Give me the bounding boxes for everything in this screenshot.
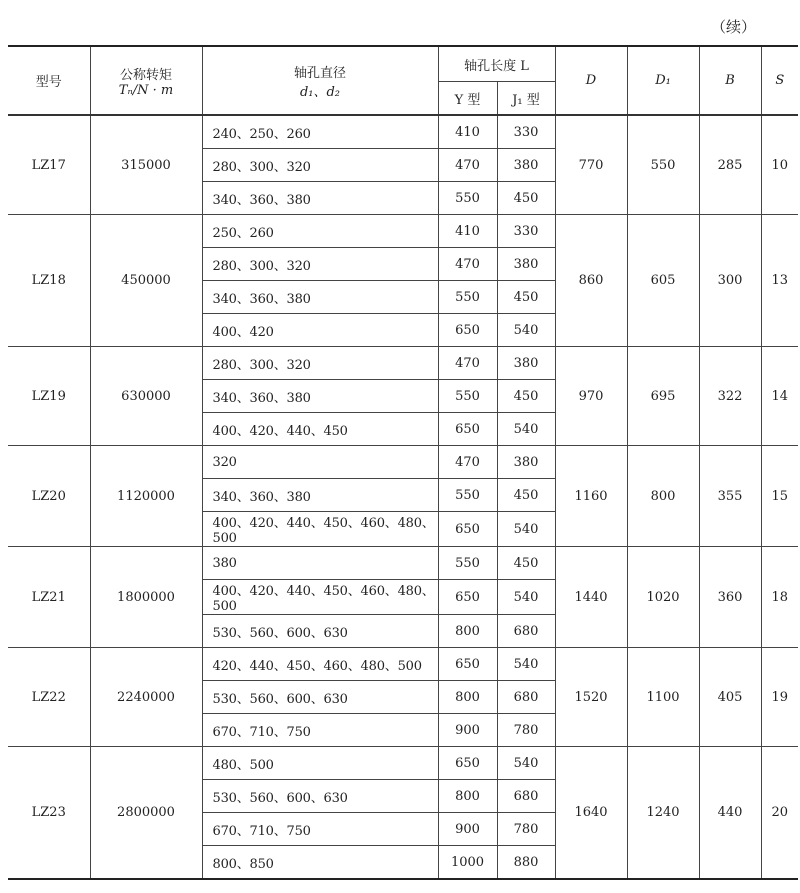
j1-length-cell: 450 [497,380,555,413]
bore-diameter-cell: 380 [202,547,438,580]
j1-length-cell: 380 [497,446,555,479]
model-cell: LZ18 [8,215,90,347]
D-cell: 1440 [555,547,627,648]
bore-diameter-cell: 320 [202,446,438,479]
D-cell: 1520 [555,648,627,747]
header-D: D [555,46,627,115]
header-torque [90,46,202,115]
header-S: S [761,46,798,115]
table-row [8,115,798,149]
y-length-cell: 650 [438,747,497,780]
table-row [8,446,798,479]
model-cell: LZ23 [8,747,90,880]
j1-length-cell: 380 [497,149,555,182]
torque-cell: 1800000 [90,547,202,648]
y-length-cell: 550 [438,281,497,314]
S-cell: 19 [761,648,798,747]
D1-cell: 1100 [627,648,699,747]
B-cell: 300 [699,215,761,347]
y-length-cell: 1000 [438,846,497,880]
model-cell: LZ19 [8,347,90,446]
bore-diameter-cell: 340、360、380 [202,182,438,215]
bore-diameter-cell: 530、560、600、630 [202,780,438,813]
y-length-cell: 550 [438,479,497,512]
y-length-cell: 900 [438,813,497,846]
D-cell: 1160 [555,446,627,547]
bore-diameter-cell: 240、250、260 [202,115,438,149]
header-y-type: Y 型 [438,82,497,116]
header-model: 型号 [8,46,90,115]
bore-diameter-cell: 670、710、750 [202,714,438,747]
D-cell: 770 [555,115,627,215]
y-length-cell: 800 [438,681,497,714]
S-cell: 10 [761,115,798,215]
continued-label: （续） [710,18,756,36]
j1-length-cell: 450 [497,547,555,580]
y-length-cell: 550 [438,182,497,215]
j1-length-cell: 330 [497,215,555,248]
table-row [8,648,798,681]
model-cell: LZ20 [8,446,90,547]
header-bore-label: 轴孔直径 [293,65,346,81]
j1-length-cell: 450 [497,479,555,512]
bore-diameter-cell: 340、360、380 [202,479,438,512]
bore-diameter-cell: 420、440、450、460、480、500 [202,648,438,681]
y-length-cell: 550 [438,380,497,413]
j1-length-cell: 540 [497,314,555,347]
D1-cell: 695 [627,347,699,446]
bore-diameter-cell: 800、850 [202,846,438,880]
j1-length-cell: 380 [497,248,555,281]
y-length-cell: 410 [438,115,497,149]
table-row [8,747,798,780]
bore-diameter-cell: 480、500 [202,747,438,780]
y-length-cell: 650 [438,512,497,547]
S-cell: 14 [761,347,798,446]
j1-length-cell: 450 [497,182,555,215]
B-cell: 360 [699,547,761,648]
bore-diameter-cell: 250、260 [202,215,438,248]
y-length-cell: 650 [438,314,497,347]
y-length-cell: 650 [438,413,497,446]
y-length-cell: 470 [438,149,497,182]
header-length: 轴孔长度 L [438,46,555,82]
S-cell: 15 [761,446,798,547]
header-row [8,46,798,82]
header-bore-sub: d₁、d₂ [299,84,341,100]
j1-length-cell: 450 [497,281,555,314]
j1-length-cell: 540 [497,747,555,780]
D1-cell: 550 [627,115,699,215]
header-D1: D₁ [627,46,699,115]
bore-diameter-cell: 340、360、380 [202,281,438,314]
y-length-cell: 470 [438,248,497,281]
D1-cell: 1020 [627,547,699,648]
j1-length-cell: 540 [497,512,555,547]
j1-length-cell: 880 [497,846,555,880]
S-cell: 20 [761,747,798,880]
y-length-cell: 800 [438,615,497,648]
bore-diameter-cell: 280、300、320 [202,248,438,281]
B-cell: 322 [699,347,761,446]
y-length-cell: 470 [438,446,497,479]
bore-diameter-cell: 400、420、440、450、460、480、500 [202,580,438,615]
j1-length-cell: 380 [497,347,555,380]
S-cell: 18 [761,547,798,648]
B-cell: 405 [699,648,761,747]
D-cell: 970 [555,347,627,446]
D1-cell: 605 [627,215,699,347]
header-bore [202,46,438,115]
j1-length-cell: 330 [497,115,555,149]
B-cell: 440 [699,747,761,880]
model-cell: LZ17 [31,157,66,173]
j1-length-cell: 540 [497,648,555,681]
model-cell: LZ22 [8,648,90,747]
D-cell: 1640 [555,747,627,880]
j1-length-cell: 680 [497,780,555,813]
torque-cell: 630000 [90,347,202,446]
table-row [8,215,798,248]
bore-diameter-cell: 280、300、320 [202,149,438,182]
torque-cell: 450000 [90,215,202,347]
torque-cell: 315000 [90,115,202,215]
bore-diameter-cell: 530、560、600、630 [202,681,438,714]
B-cell: 285 [699,115,761,215]
header-torque-unit: Tₙ/N · m [118,82,174,98]
B-cell: 355 [699,446,761,547]
header-torque-label: 公称转矩 [119,67,172,83]
D1-cell: 800 [627,446,699,547]
bore-diameter-cell: 400、420、440、450、460、480、500 [202,512,438,547]
torque-cell: 2240000 [90,648,202,747]
y-length-cell: 650 [438,648,497,681]
D1-cell: 1240 [627,747,699,880]
torque-cell: 1120000 [90,446,202,547]
header-B: B [699,46,761,115]
table-row [8,347,798,380]
j1-length-cell: 780 [497,714,555,747]
y-length-cell: 800 [438,780,497,813]
j1-length-cell: 540 [497,580,555,615]
y-length-cell: 410 [438,215,497,248]
D-cell: 860 [555,215,627,347]
y-length-cell: 470 [438,347,497,380]
coupling-spec-table [8,45,798,880]
j1-length-cell: 680 [497,681,555,714]
table-row [8,547,798,580]
model-cell: LZ21 [8,547,90,648]
j1-length-cell: 540 [497,413,555,446]
bore-diameter-cell: 670、710、750 [202,813,438,846]
bore-diameter-cell: 340、360、380 [202,380,438,413]
y-length-cell: 550 [438,547,497,580]
header-j1-type: J₁ 型 [497,82,555,116]
bore-diameter-cell: 280、300、320 [202,347,438,380]
y-length-cell: 650 [438,580,497,615]
bore-diameter-cell: 400、420 [202,314,438,347]
j1-length-cell: 680 [497,615,555,648]
S-cell: 13 [761,215,798,347]
y-length-cell: 900 [438,714,497,747]
bore-diameter-cell: 530、560、600、630 [202,615,438,648]
torque-cell: 2800000 [90,747,202,880]
bore-diameter-cell: 400、420、440、450 [202,413,438,446]
j1-length-cell: 780 [497,813,555,846]
